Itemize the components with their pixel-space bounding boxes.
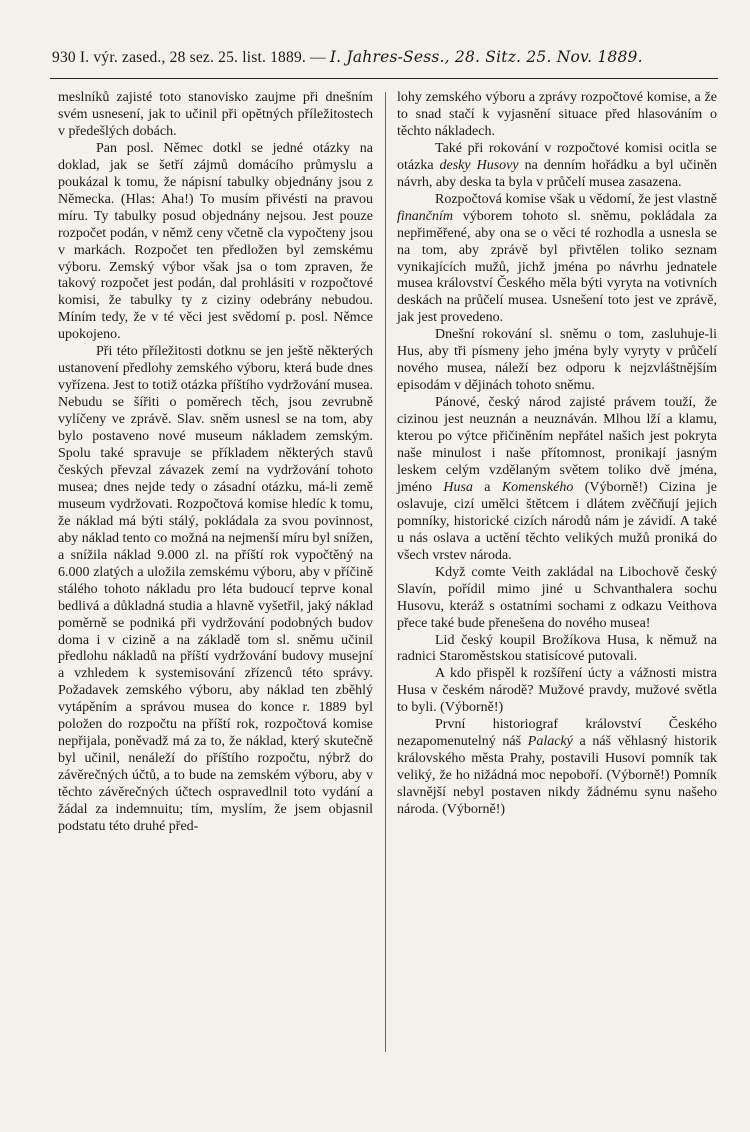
column-divider xyxy=(385,92,386,1052)
right-paragraph: Lid český koupil Brožíkova Husa, k němuž na radnici Staroměstskou statisícové putovali. xyxy=(397,632,717,665)
left-paragraph: Pan posl. Němec dotkl se jedné otázky na doklad, jak se šetří zájmů domácího průmyslu a poukázal k tomu, že nápisní tabulky objednány jsou z Německa. (Hlas: Aha!) To musím přivésti na pravou míru. Ty tabulky posud objednány nejsou. Jest pouze rozpočet podán, v němž ceny včetně cla vypočteny jsou v markách. Rozpočet ten předložen byl zemskému výboru. Zemský výbor však jsa o tom zpraven, že takový rozpočet jest podán, dal prohlásiti v rozpočtové komisi, že tabulky ty z ciziny odebrány nebudou. Míním tedy, že v té věci jest svědomí p. posl. Němce upokojeno. xyxy=(58,140,373,343)
right-paragraph: Pánové, český národ zajisté právem touží, že cizinou jest neuznán a neuznáván. Mlhou lží a klamu, kterou po výtce přičiněním nepřátel našich jest pokryta naše minulost i naše přítomnost, pronikají jasným leskem celým vzdělaným světem toliko dvě jména, jméno Husa a Komenského (Výborně!) Cizina je oslavuje, cizí umělci štětcem i dlátem zvěčňují jejich pomníky, historické cizích národů nám je závidí. A také u nás oslava a uctění těchto velikých mužů proniká do všech vrstev národa. xyxy=(397,395,718,563)
right-column xyxy=(397,90,717,819)
right-paragraph: Rozpočtová komise však u vědomí, že jest vlastně finančním výborem tohoto sl. sněmu, pokládala za nepřiměřené, aby ona se o věci té rozhodla a usnesla se na tom, aby zprávě byl přivtělen toliko seznam vynikajících mužů, jichž jména po návrhu jednatele musea království Českého měla býti vyryta na votivních deskách na průčelí musea. Usnešení toto jest ve zprávě, jak jest provedeno. xyxy=(397,191,717,326)
header-german: I. Jahres-Sess., 28. Sitz. 25. Nov. 1889. xyxy=(329,48,643,66)
right-paragraph: Také při rokování v rozpočtové komisi ocitla se otázka desky Husovy na denním hořádku a byl učiněn návrh, aby deska ta byla v průčelí musea zasazena. xyxy=(397,140,717,190)
page-header xyxy=(52,48,712,67)
right-paragraph: A kdo přispěl k rozšíření úcty a vážnosti mistra Husa v českém národě? Mužové pravdy, mužové světla to byli. (Výborně!) xyxy=(397,666,717,716)
right-paragraph: Dnešní rokování sl. sněmu o tom, zasluhuje-li Hus, aby tři písmeny jeho jména byly vyryty v průčelí nového musea, náleží bez odporu k nejzvláštnějším episodám v dějinách tohoto sněmu. xyxy=(397,327,717,394)
left-column xyxy=(58,90,373,836)
left-paragraph: Při této příležitosti dotknu se jen ještě některých ustanovení předlohy zemského výboru, která bude dnes vyřízena. Jest to totiž otázka příštího vydržování musea. Nebudu se šířiti o poměrech těch, jsou zevrubně vylíčeny ve zprávě. Slav. sněm usnesl se na tom, aby bylo postaveno nové museum nákladem zemským. Spolu také spravuje se příkladem některých stavů českých převzal závazek zemí na vydržování tohoto musea; dnes nejde tedy o zásadní otázku, má-li země museum vydržovati. Rozpočtová komise hledíc k tomu, že náklad má býti stálý, pokládala za svou povinnost, aby náklad tento co možná na nejmenší míru byl snížen, a snížila náklad 9.000 zl. na příští rok vypočtěný na 6.000 zlatých a uložila zemskému výboru, aby v příčině stálého tohoto nákladu pro léta budoucí teprve konal bedlivá a důkladná studia a hlavně vyšetřil, jaký náklad poměrně se podniká při vydržování podobných budov doma i v cizině a na základě tom sl. sněmu učinil předlohu nákladů na příští vydržování budovy musejní a vzhledem k systemisování zřízenců této správy. Požadavek zemského výboru, aby náklad ten zběhlý vytápěním a správou musea do konce r. 1889 byl položen do rozpočtu na příští rok, rozpočtová komise nepřijala, poněvadž má za to, že náklad, který skutečně byl učinil, nenáleží do příštího rozpočtu, nýbrž do závěrečných účtů, a to bude na zemském výboru, aby v těchto závěrečných účtech ospravedlnil toto vydání a žádal za indemnuitu; tím, myslím, že jsem objasnil podstatu této druhé před- xyxy=(58,344,373,834)
right-paragraph: lohy zemského výboru a zprávy rozpočtové komise, a že to snad stačí k vyjasnění situace před hlasováním o těchto nákladech. xyxy=(397,90,717,139)
header-czech: 930 I. výr. zased., 28 sez. 25. list. 1889. — xyxy=(52,49,330,66)
header-rule xyxy=(50,78,718,79)
right-paragraph: Když comte Veith zakládal na Libochově český Slavín, pořídil mimo jiné u Schvanthalera sochu Husovu, kteráž s ostatními sochami z odkazu Veithova přece také bude přenešena do nového musea! xyxy=(397,564,717,631)
left-paragraph: meslníků zajisté toto stanovisko zaujme při dnešním svém usnesení, jak to učinil při opětných příležitostech v předešlých dobách. xyxy=(58,90,373,139)
right-paragraph: První historiograf království Českého nezapomenutelný náš Palacký a náš věhlasný historik královského města Prahy, postavili Husovi pomník tak veliký, že ho nižádná moc nepoboří. (Výborně!) Pomník slavnější nebyl postaven nikdy žádnému synu našeho národa. (Výborně!) xyxy=(397,717,717,818)
